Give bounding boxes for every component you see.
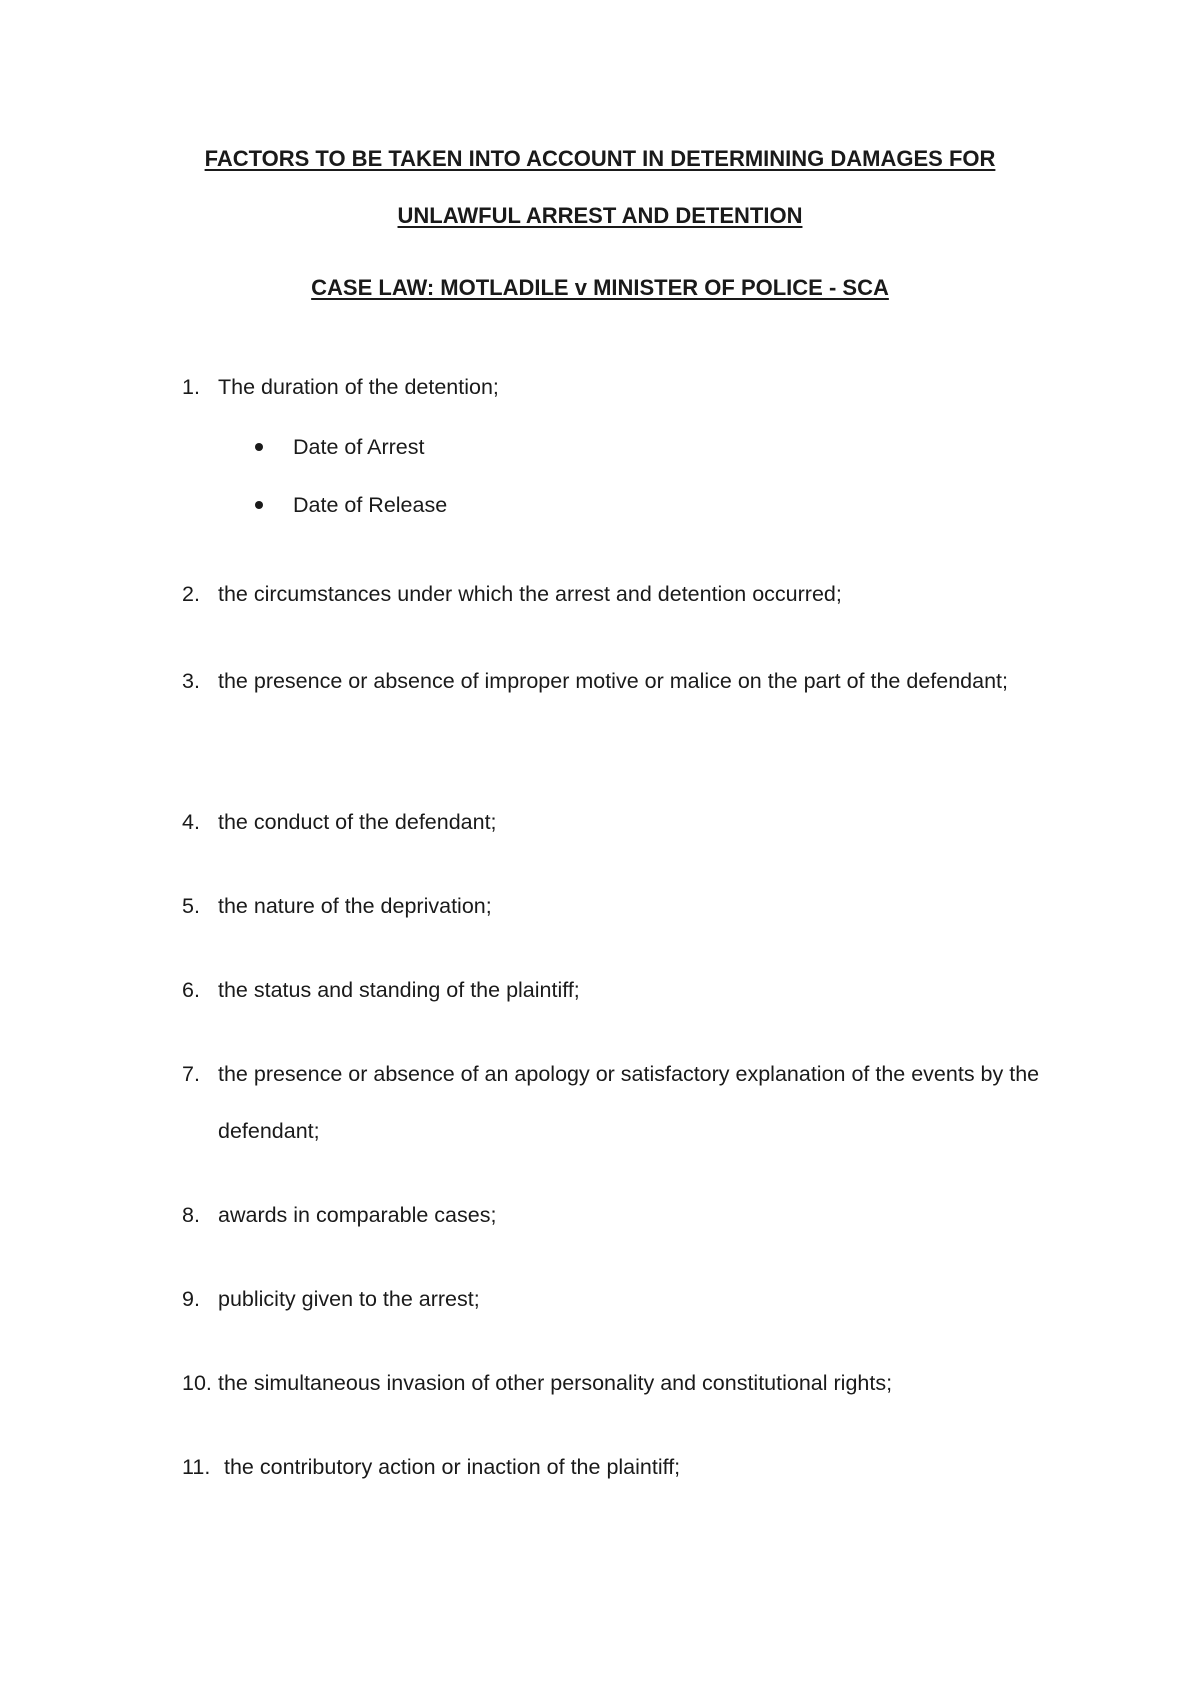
list-item-text: publicity given to the arrest;: [218, 1287, 480, 1311]
list-item-number: 4.: [182, 810, 200, 834]
list-item-text: the circumstances under which the arrest and detention occurred;: [218, 582, 842, 606]
list-item-number: 3.: [182, 669, 200, 693]
list-item-number: 5.: [182, 894, 200, 918]
list-item-text: The duration of the detention;: [218, 375, 499, 399]
list-item-text: the simultaneous invasion of other personality and constitutional rights;: [218, 1371, 893, 1395]
list-item-text: the presence or absence of improper motive or malice on the part of the defendant;: [218, 669, 1008, 693]
list-item-number: 10.: [182, 1371, 212, 1395]
list-item-text: the conduct of the defendant;: [218, 810, 497, 834]
list-item-number: 11.: [182, 1455, 211, 1479]
list-item-text: the status and standing of the plaintiff;: [218, 978, 580, 1002]
list-item-number: 6.: [182, 978, 200, 1002]
document-title-line-1: FACTORS TO BE TAKEN INTO ACCOUNT IN DETERMINING DAMAGES FOR: [204, 146, 996, 171]
list-item-number: 1.: [182, 375, 200, 399]
list-item-number: 2.: [182, 582, 200, 606]
list-item-text: awards in comparable cases;: [218, 1203, 497, 1227]
list-item-number: 8.: [182, 1203, 200, 1227]
list-item-text: the nature of the deprivation;: [218, 894, 492, 918]
bullet-icon: [255, 501, 263, 509]
list-item-text: the contributory action or inaction of the plaintiff;: [224, 1455, 681, 1479]
bullet-icon: [255, 443, 263, 451]
list-item-text: the presence or absence of an apology or satisfactory explanation of the events by the defendant;: [218, 1062, 1040, 1143]
document-title-line-2: UNLAWFUL ARREST AND DETENTION: [397, 203, 803, 228]
list-item-number: 7.: [182, 1062, 200, 1086]
list-item-number: 9.: [182, 1287, 200, 1311]
sub-bullet-text: Date of Release: [293, 493, 448, 517]
case-law-heading: CASE LAW: MOTLADILE v MINISTER OF POLICE - SCA: [311, 275, 889, 300]
sub-bullet-text: Date of Arrest: [293, 435, 425, 459]
